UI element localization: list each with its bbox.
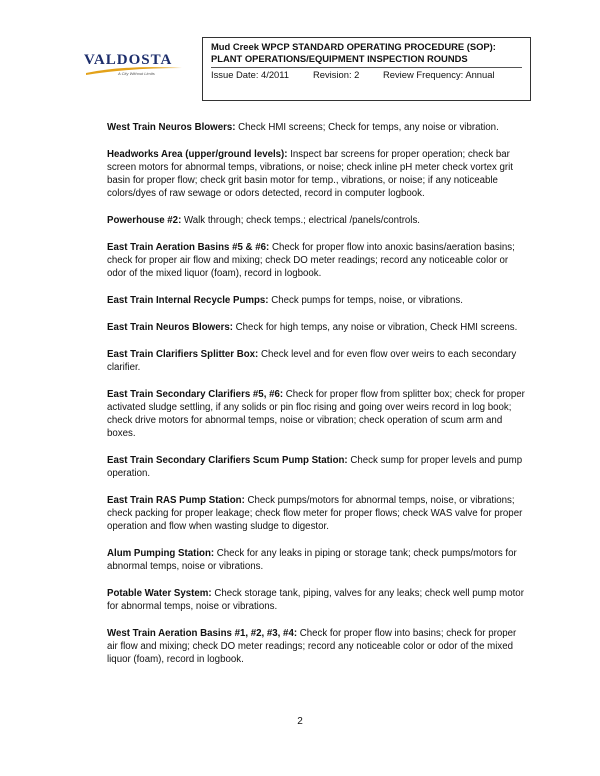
section-text: Check pumps/motors for abnormal temps, noise, or vibrations; check packing for proper leakage; check flow meter for proper flows; check WAS valve for proper operation and flow when wasting sludge to digestor. [107, 495, 523, 532]
header-title-line-1: Mud Creek WPCP STANDARD OPERATING PROCEDURE (SOP): [211, 41, 496, 52]
section-paragraph [107, 321, 527, 334]
section-text: Check sump for proper levels and pump operation. [107, 455, 523, 479]
section-paragraph [107, 547, 527, 573]
logo-tagline: A City Without Limits [118, 71, 155, 76]
section-heading: East Train Aeration Basins #5 & #6: [107, 242, 270, 253]
section-paragraph [107, 148, 527, 200]
header-divider [211, 67, 522, 68]
section-heading: East Train Internal Recycle Pumps: [107, 295, 269, 306]
revision: Revision: 2 [313, 69, 360, 80]
section-text: Check for proper flow from splitter box; check for proper activated sludge settling, if any solids or pin floc rising and going over weirs record in log book; check drive motors for abnormal temps, noise or vibration; check operation of scum arm and boxes. [107, 389, 525, 439]
header-title-line-2: PLANT OPERATIONS/EQUIPMENT INSPECTION ROUNDS [211, 53, 468, 64]
section-text: Check storage tank, piping, valves for any leaks; check well pump motor for abnormal temps, noise or vibrations. [107, 588, 524, 612]
logo-wordmark: VALDOSTA [84, 52, 173, 68]
section-heading: East Train Clarifiers Splitter Box: [107, 349, 259, 360]
inspection-sections [107, 121, 527, 680]
section-text: Check for proper flow into anoxic basins/aeration basins; check for proper air flow and mixing; check DO meter readings; record any noticeable color or odor of the mixed liquor (foam), record in logbook. [107, 242, 515, 279]
section-heading: East Train Secondary Clarifiers Scum Pump Station: [107, 455, 348, 466]
section-heading: East Train Neuros Blowers: [107, 322, 233, 333]
section-text: Check HMI screens; Check for temps, any noise or vibration. [235, 122, 499, 133]
review-frequency: Review Frequency: Annual [383, 69, 495, 80]
section-heading: West Train Aeration Basins #1, #2, #3, #4: [107, 628, 298, 639]
section-paragraph [107, 294, 527, 307]
section-heading: East Train RAS Pump Station: [107, 495, 245, 506]
section-text: Check pumps for temps, noise, or vibrations. [268, 295, 463, 306]
section-paragraph [107, 214, 527, 227]
section-paragraph [107, 241, 527, 280]
section-text: Walk through; check temps.; electrical /panels/controls. [181, 215, 420, 226]
section-paragraph [107, 388, 527, 440]
header-meta [211, 69, 522, 81]
section-paragraph [107, 348, 527, 374]
section-text: Check for proper flow into basins; check for proper air flow and mixing; check DO meter readings; record any noticeable color or odor of the mixed liquor (foam), record in logbook. [107, 628, 517, 665]
document-header [202, 37, 531, 101]
section-paragraph [107, 454, 527, 480]
section-paragraph [107, 121, 527, 134]
section-text: Inspect bar screens for proper operation; check bar screen motors for abnormal temps, vibrations, or noise; check inline pH meter check vortex grit basin for proper flow; check grit basin motor for temp., vibrations, or noise; if any noticeable colors/dyes of raw sewage or odors detected, record in computer logbook. [107, 149, 513, 199]
section-heading: Potable Water System: [107, 588, 212, 599]
section-paragraph [107, 494, 527, 533]
page-number: 2 [297, 716, 303, 727]
section-text: Check for high temps, any noise or vibration, Check HMI screens. [232, 322, 518, 333]
section-paragraph [107, 587, 527, 613]
section-heading: Powerhouse #2: [107, 215, 182, 226]
section-heading: East Train Secondary Clarifiers #5, #6: [107, 389, 284, 400]
issue-date: Issue Date: 4/2011 [211, 69, 290, 80]
section-text: Check level and for even flow over weirs to each secondary clarifier. [107, 349, 517, 373]
section-heading: Headworks Area (upper/ground levels): [107, 149, 288, 160]
section-heading: Alum Pumping Station: [107, 548, 215, 559]
section-heading: West Train Neuros Blowers: [107, 122, 236, 133]
section-text: Check for any leaks in piping or storage tank; check pumps/motors for abnormal temps, noise or vibrations. [107, 548, 517, 572]
section-paragraph [107, 627, 527, 666]
valdosta-logo [84, 52, 188, 86]
